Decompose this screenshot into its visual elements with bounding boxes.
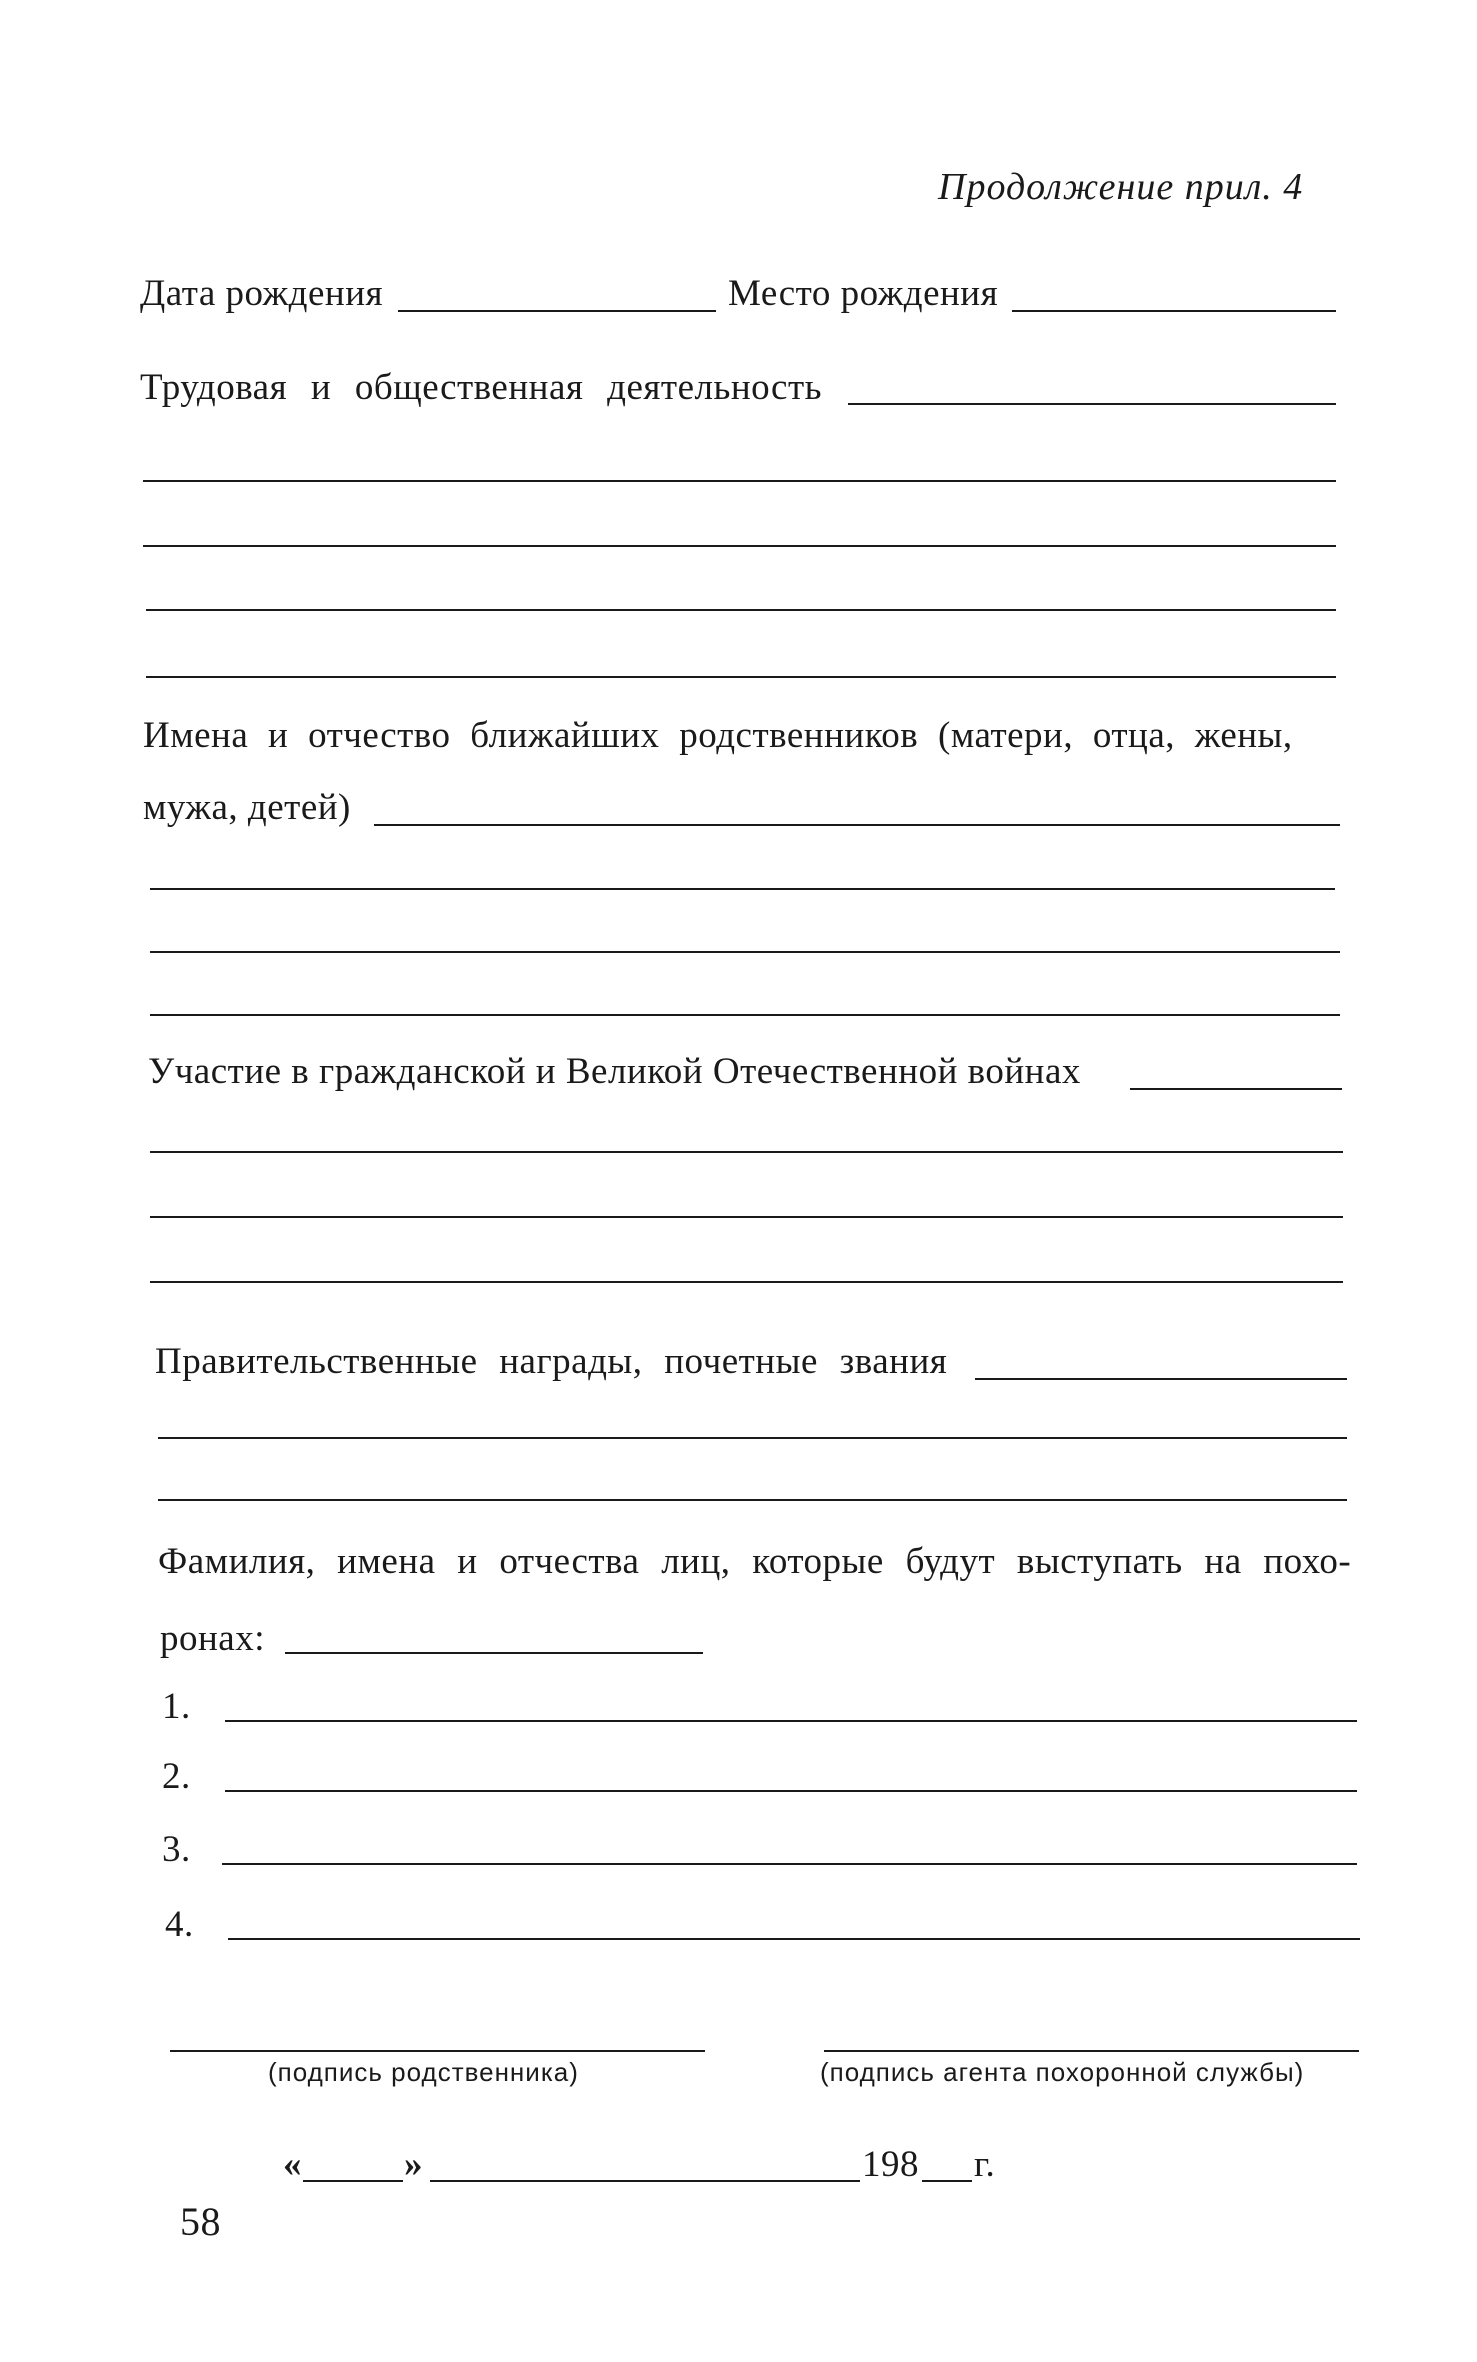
awards-line-0[interactable]	[975, 1378, 1347, 1380]
relatives-line-1[interactable]	[150, 888, 1335, 890]
awards-line-2[interactable]	[158, 1499, 1347, 1501]
speaker-number-2: 2.	[162, 1756, 191, 1797]
speaker-number-3: 3.	[162, 1829, 191, 1870]
speaker-line-1[interactable]	[225, 1720, 1357, 1722]
relatives-line-3[interactable]	[150, 1014, 1340, 1016]
relatives-line-2[interactable]	[150, 951, 1340, 953]
relatives-line-0[interactable]	[374, 824, 1340, 826]
page-header: Продолжение прил. 4	[938, 166, 1304, 208]
war-line-2[interactable]	[150, 1216, 1343, 1218]
birth-place-line[interactable]	[1012, 310, 1336, 312]
birth-place-label: Место рождения	[728, 273, 999, 314]
speakers-line-0[interactable]	[285, 1652, 703, 1654]
date-open-quote: «	[283, 2144, 302, 2185]
speaker-number-1: 1.	[162, 1686, 191, 1727]
speakers-label-line1: Фамилия, имена и отчества лиц, которые будут выступать на похо-	[158, 1541, 1352, 1582]
relative-signature-caption: (подпись родственника)	[268, 2057, 579, 2087]
agent-signature-line[interactable]	[824, 2050, 1359, 2052]
awards-label: Правительственные награды, почетные звания	[155, 1341, 948, 1382]
work-line-0[interactable]	[848, 403, 1336, 405]
relatives-label-line1: Имена и отчество ближайших родственников (матери, отца, жены,	[143, 715, 1293, 756]
war-line-3[interactable]	[150, 1281, 1343, 1283]
work-line-4[interactable]	[146, 676, 1336, 678]
agent-signature-caption: (подпись агента похоронной службы)	[820, 2057, 1305, 2087]
speaker-line-3[interactable]	[222, 1863, 1357, 1865]
speakers-label-line2: ронах:	[160, 1618, 266, 1659]
work-label: Трудовая и общественная деятельность	[140, 367, 823, 408]
speaker-line-2[interactable]	[225, 1790, 1357, 1792]
work-line-1[interactable]	[143, 480, 1336, 482]
awards-line-1[interactable]	[158, 1437, 1347, 1439]
date-day-line[interactable]	[303, 2180, 403, 2182]
war-line-1[interactable]	[150, 1151, 1343, 1153]
work-line-2[interactable]	[143, 545, 1336, 547]
work-line-3[interactable]	[146, 609, 1336, 611]
birth-date-line[interactable]	[398, 310, 716, 312]
date-year-suffix: г.	[974, 2144, 996, 2185]
relative-signature-line[interactable]	[170, 2050, 705, 2052]
date-month-line[interactable]	[430, 2180, 860, 2182]
speaker-number-4: 4.	[165, 1904, 194, 1945]
date-year-prefix: 198	[862, 2144, 919, 2185]
birth-date-label: Дата рождения	[140, 273, 384, 314]
page-number: 58	[180, 2199, 221, 2244]
speaker-line-4[interactable]	[228, 1938, 1360, 1940]
war-label: Участие в гражданской и Великой Отечественной войнах	[148, 1051, 1081, 1092]
relatives-label-line2: мужа, детей)	[143, 787, 351, 828]
war-line-0[interactable]	[1130, 1088, 1342, 1090]
date-close-quote: »	[404, 2144, 423, 2185]
date-year-line[interactable]	[922, 2180, 972, 2182]
